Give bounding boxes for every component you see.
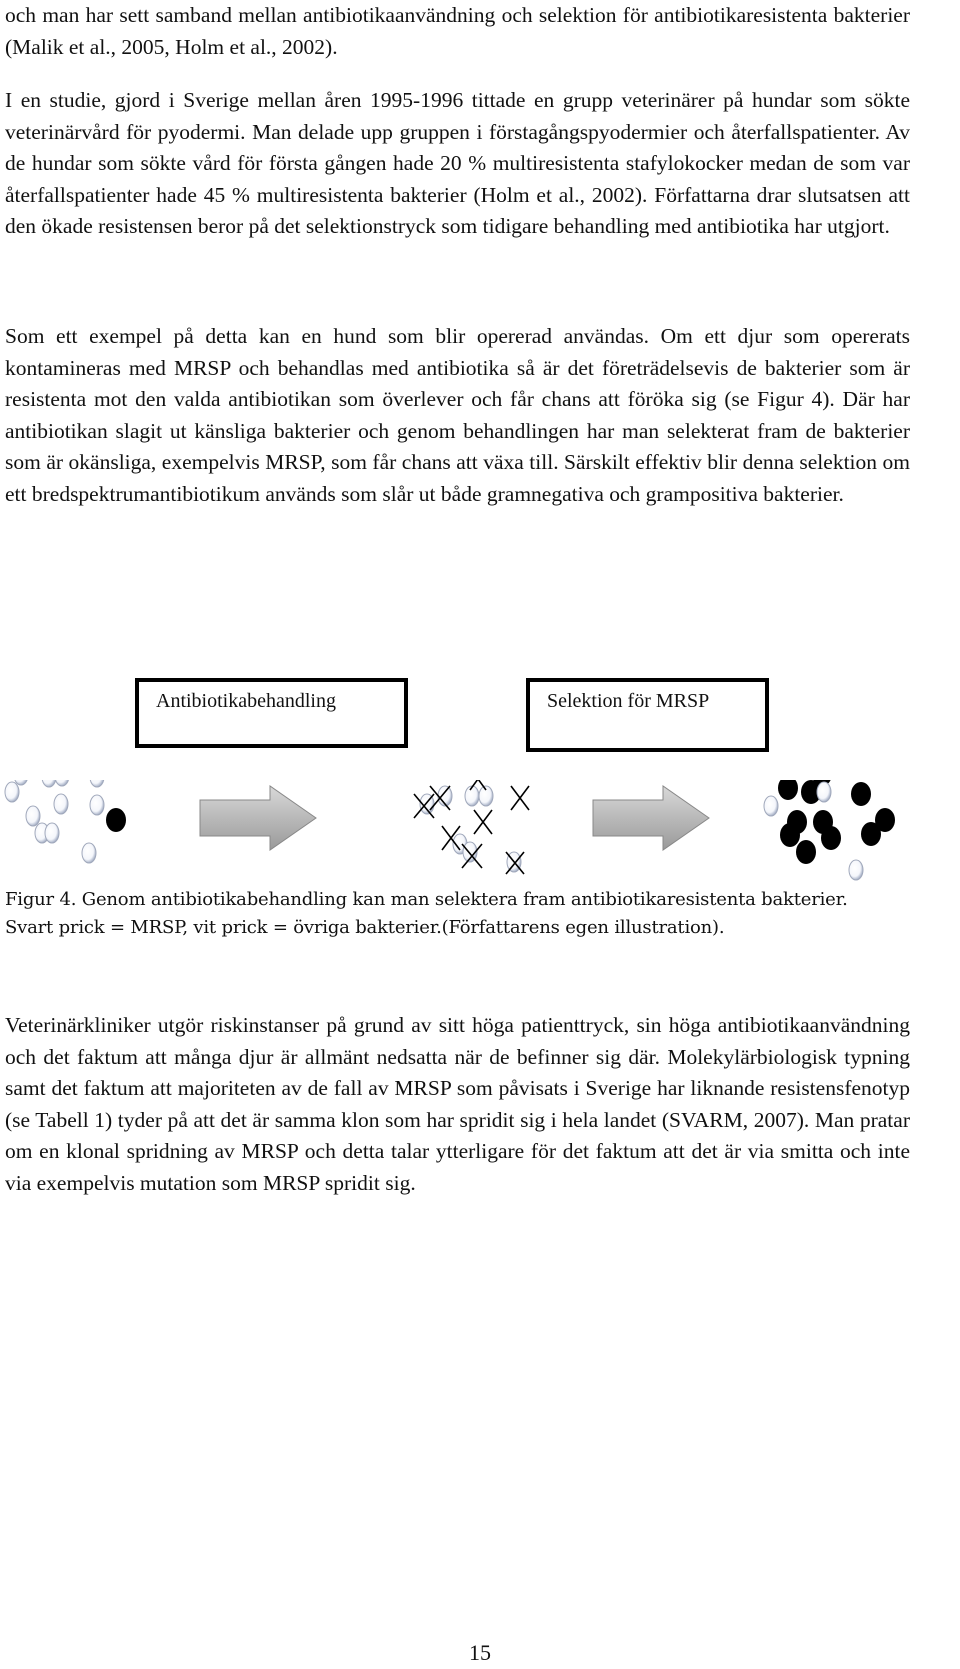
other-bacterium-dot <box>54 794 68 814</box>
paragraph-3: Som ett exempel på detta kan en hund som blir opererad användas. Om ett djur som opererats kontamineras med MRSP och behandlas med antibiotika så är det företrädelsevis de bakterier som är resistenta mot den valda antibiotikan som överlever och får chans att föröka sig (se Figur 4). Där har antibiotikan slagit ut känsliga bakterier och genom behandlingen har man selekterat fram de bakterier som är okänsliga, exempelvis MRSP, som får chans att växa till. Särskilt effektiv blir denna selektion om ett bredspektrumantibiotikum används som slår ut både gramnegativa och grampositiva bakterier. <box>5 324 910 506</box>
figure-caption: Figur 4. Genom antibiotikabehandling kan man selektera fram antibiotikaresistenta bakterier. Svart prick = MRSP, vit prick = övriga bakterier.(Författarens egen illustration). <box>5 889 848 938</box>
arrow-right-icon <box>200 786 316 850</box>
bacteria-after-group <box>764 780 895 880</box>
bacteria-before-group <box>5 780 126 863</box>
other-bacterium-dot <box>82 843 96 863</box>
other-bacterium-dot <box>90 780 104 787</box>
page-number: 15 <box>469 1640 491 1665</box>
mrsp-selection-label: Selektion för MRSP <box>547 690 710 712</box>
mrsp-bacterium-dot <box>780 823 800 847</box>
selection-illustration <box>0 780 960 890</box>
other-bacterium-dot <box>42 780 56 787</box>
other-bacterium-dot <box>849 860 863 880</box>
bacteria-killed-group <box>414 780 529 874</box>
mrsp-bacterium-dot <box>851 782 871 806</box>
other-bacterium-dot <box>5 782 19 802</box>
mrsp-bacterium-dot <box>796 840 816 864</box>
other-bacterium-dot <box>55 780 69 786</box>
mrsp-bacterium-dot <box>821 826 841 850</box>
other-bacterium-dot <box>90 795 104 815</box>
paragraph-2: I en studie, gjord i Sverige mellan åren 1995-1996 tittade en grupp veterinärer på hundar som sökte veterinärvård för pyodermi. Man delade upp gruppen i förstagångspyodermier och återfallspatienter. Av de hundar som sökte vård för första gången hade 20 % multiresistenta stafylokocker medan de som var återfallspatienter hade 45 % multiresistenta bakterier (Holm et al., 2002). Författarna drar slutsatsen att den ökade resistensen beror på det selektionstryck som tidigare behandling med antibiotika har utgjort. <box>5 88 910 238</box>
antibiotic-treatment-box <box>135 678 408 748</box>
cross-mark <box>474 810 492 834</box>
other-bacterium-dot <box>764 796 778 816</box>
paragraph-4: Veterinärkliniker utgör riskinstanser på grund av sitt höga patienttryck, sin höga antibiotikaanvändning och det faktum att många djur är allmänt nedsatta när de befinner sig där. Molekylärbiologisk typning samt det faktum att majoriteten av de fall av MRSP som påvisats i Sverige har liknande resistensfenotyp (se Tabell 1) tyder på att det är samma klon som har spridit sig i hela landet (SVARM, 2007). Man pratar om en klonal spridning av MRSP och detta talar ytterligare för det faktum att det är via smitta och inte via exempelvis mutation som MRSP spridit sig. <box>5 1013 910 1195</box>
mrsp-bacterium-dot <box>106 808 126 832</box>
mrsp-bacterium-dot <box>861 822 881 846</box>
cross-mark <box>511 786 529 810</box>
other-bacterium-dot <box>45 823 59 843</box>
arrow-right-icon <box>593 786 709 850</box>
antibiotic-treatment-label: Antibiotikabehandling <box>156 690 336 712</box>
other-bacterium-dot <box>817 782 831 802</box>
other-bacterium-dot <box>26 806 40 826</box>
mrsp-bacterium-dot <box>778 780 798 800</box>
paragraph-1: och man har sett samband mellan antibiotikaanvändning och selektion för antibiotikaresistenta bakterier (Malik et al., 2005, Holm et al., 2002). <box>5 3 910 59</box>
